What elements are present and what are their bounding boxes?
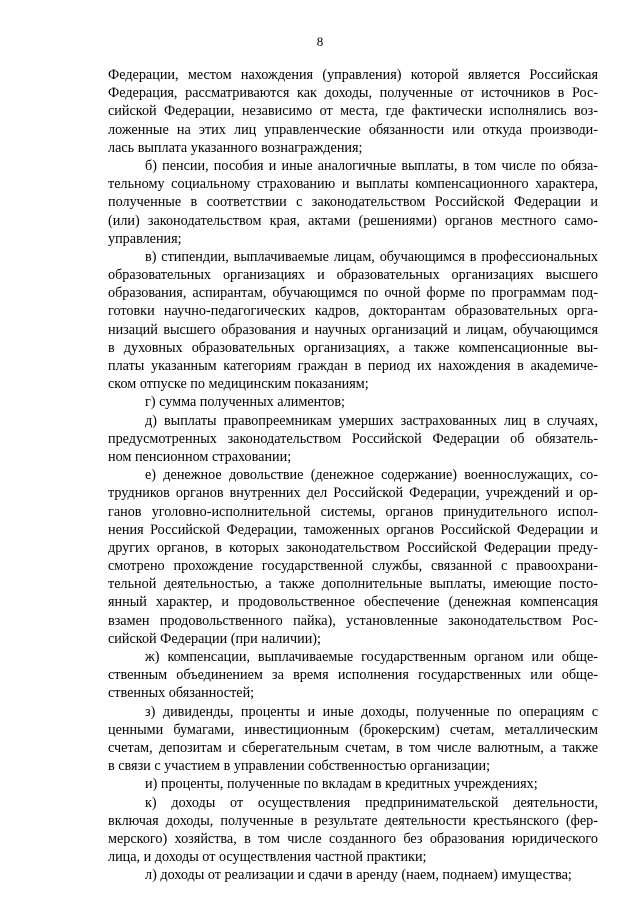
- text-line: тельному социальному страхованию и выплаты компенсационного характера,: [108, 176, 598, 193]
- text-line: сийской Федерации, независимо от места, где фактически исполнялись воз-: [108, 103, 598, 120]
- text-line: смотрено прохождение государственной службы, связанной с правоохрани-: [108, 558, 598, 575]
- document-body: [108, 66, 598, 884]
- text-line: ганов уголовно-исполнительной системы, органов принудительного испол-: [108, 503, 598, 520]
- text-line: Федерация, рассматриваются как доходы, полученные от источников в Рос-: [108, 85, 598, 102]
- text-line: янный характер, и продовольственное обеспечение (денежная компенсация: [108, 594, 598, 611]
- text-line: ложенные на этих лиц управленческие обязанности или откуда производи-: [108, 121, 598, 138]
- text-line: тельной деятельностью, а также дополнительные выплаты, имеющие посто-: [108, 576, 598, 593]
- paragraph-item-zh: [108, 648, 598, 703]
- text-line: управления;: [108, 230, 182, 247]
- text-line: и) проценты, полученные по вкладам в кредитных учреждениях;: [145, 776, 538, 793]
- text-line: ском отпуске по медицинским показаниям;: [108, 376, 369, 393]
- paragraph-item-e: [108, 466, 598, 648]
- text-line: г) сумма полученных алиментов;: [145, 394, 345, 411]
- text-line: в духовных образовательных организациях, а также компенсационные вы-: [108, 339, 598, 356]
- text-line: б) пенсии, пособия и иные аналогичные выплаты, в том числе по обяза-: [145, 157, 598, 174]
- text-line: лица, и доходы от осуществления частной практики;: [108, 849, 427, 866]
- paragraph-intro: [108, 66, 598, 157]
- text-line: ственным объединением за время исполнения государственных или обще-: [108, 667, 598, 684]
- text-line: нения Российской Федерации, таможенных органов Российской Федерации и: [108, 521, 598, 538]
- text-line: образования, аспирантам, обучающимся по очной форме по программам под-: [108, 285, 598, 302]
- paragraph-item-i: [108, 775, 598, 793]
- text-line: платы указанным категориям граждан в период их нахождения в академиче-: [108, 358, 598, 374]
- text-line: е) денежное довольствие (денежное содержание) военнослужащих, со-: [145, 467, 598, 484]
- text-line: полученные в соответствии с законодательством Российской Федерации и: [108, 194, 598, 211]
- text-line: мерского) хозяйства, в том числе созданного без образования юридического: [108, 830, 598, 847]
- text-line: сийской Федерации (при наличии);: [108, 630, 321, 647]
- text-line: Федерации, местом нахождения (управления) которой является Российская: [108, 67, 598, 83]
- text-line: л) доходы от реализации и сдачи в аренду (наем, поднаем) имущества;: [145, 867, 572, 884]
- text-line: образовательных организациях и образовательных организациях высшего: [108, 267, 598, 284]
- text-line: д) выплаты правопреемникам умерших застрахованных лиц в случаях,: [145, 412, 598, 429]
- text-line: трудников органов внутренних дел Российской Федерации, учреждений и ор-: [108, 485, 598, 502]
- text-line: предусмотренных законодательством Российской Федерации об обязатель-: [108, 430, 598, 447]
- paragraph-item-v: [108, 248, 598, 394]
- text-line: к) доходы от осуществления предпринимательской деятельности,: [145, 794, 598, 811]
- text-line: з) дивиденды, проценты и иные доходы, полученные по операциям с: [145, 703, 598, 720]
- text-line: ном пенсионном страховании;: [108, 448, 292, 465]
- text-line: (или) законодательством края, актами (решениями) органов местного само-: [108, 212, 598, 229]
- paragraph-item-d: [108, 412, 598, 467]
- text-line: ценными бумагами, инвестиционным (брокерским) счетам, металлическим: [108, 721, 598, 738]
- text-line: готовки научно-педагогических кадров, докторантам образовательных орга-: [108, 303, 598, 320]
- paragraph-item-l: [108, 866, 598, 884]
- paragraph-item-k: [108, 794, 598, 867]
- text-line: ственных обязанностей;: [108, 685, 255, 702]
- text-line: взамен продовольственного пайка), установленные законодательством Рос-: [108, 612, 598, 629]
- paragraph-item-b: [108, 157, 598, 248]
- text-line: в связи с участием в управлении собственностью организации;: [108, 758, 491, 775]
- text-line: в) стипендии, выплачиваемые лицам, обучающимся в профессиональных: [145, 248, 598, 265]
- text-line: счетам, депозитам и сберегательным счетам, в том числе валютным, а также: [108, 739, 598, 756]
- page-number: 8: [316, 34, 324, 49]
- text-line: лась выплата указанного вознаграждения;: [108, 139, 363, 156]
- paragraph-item-g: [108, 393, 598, 411]
- paragraph-item-z: [108, 703, 598, 776]
- text-line: ж) компенсации, выплачиваемые государственным органом или обще-: [145, 649, 598, 665]
- text-line: других органов, в которых законодательством Российской Федерации преду-: [108, 539, 598, 556]
- text-line: низаций высшего образования и научных организаций и лицам, обучающимся: [108, 321, 598, 338]
- text-line: включая доходы, полученные в результате деятельности крестьянского (фер-: [108, 812, 598, 829]
